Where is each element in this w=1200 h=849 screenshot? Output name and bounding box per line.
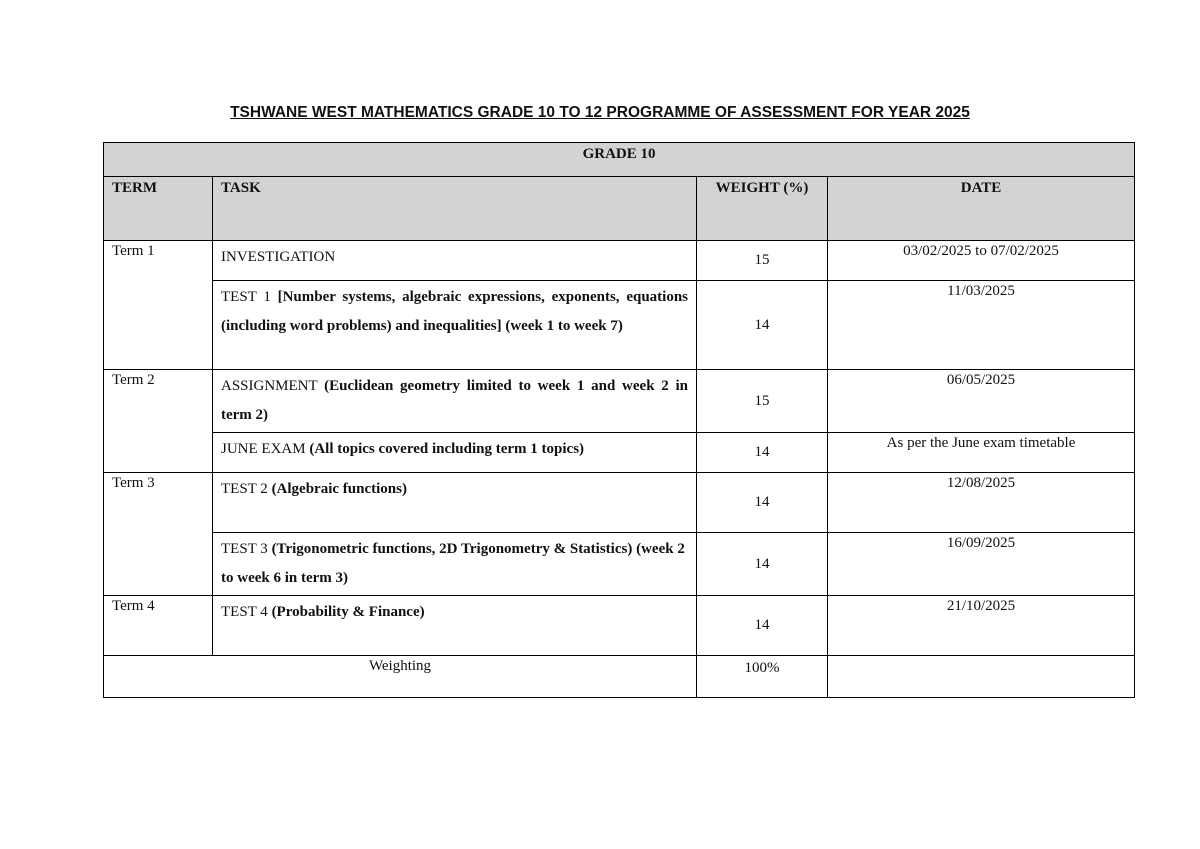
date-cell: As per the June exam timetable <box>828 433 1135 473</box>
document-title: TSHWANE WEST MATHEMATICS GRADE 10 TO 12 PROGRAMME OF ASSESSMENT FOR YEAR 2025 <box>230 104 970 121</box>
task-cell <box>213 596 697 656</box>
task-topics: (All topics covered including term 1 topics) <box>309 441 585 457</box>
task-cell <box>213 241 697 281</box>
weight-cell: 14 <box>697 433 828 473</box>
weight-cell: 14 <box>697 533 828 596</box>
table-row <box>104 241 1135 281</box>
task-name: TEST 2 <box>221 481 272 497</box>
grade-label: GRADE 10 <box>104 143 1135 177</box>
weight-cell: 14 <box>697 473 828 533</box>
weighting-date <box>828 656 1135 698</box>
header-weight: WEIGHT (%) <box>697 177 828 241</box>
date-cell: 06/05/2025 <box>828 370 1135 433</box>
assessment-table <box>103 142 1135 698</box>
column-header-row <box>104 177 1135 241</box>
table-row <box>104 596 1135 656</box>
date-cell: 11/03/2025 <box>828 281 1135 370</box>
table-row <box>104 473 1135 533</box>
term-cell: Term 1 <box>104 241 213 370</box>
task-topics: (Algebraic functions) <box>271 481 407 497</box>
task-topics: (Trigonometric functions, 2D Trigonometry & Statistics) (week 2 to week 6 in term 3) <box>221 541 685 586</box>
table-row <box>104 281 1135 370</box>
task-name: JUNE EXAM <box>221 441 310 457</box>
header-term: TERM <box>104 177 213 241</box>
term-cell: Term 2 <box>104 370 213 473</box>
task-name: TEST 1 <box>221 289 278 305</box>
task-cell <box>213 281 697 370</box>
task-cell <box>213 370 697 433</box>
weight-cell: 15 <box>697 241 828 281</box>
weight-cell: 14 <box>697 281 828 370</box>
date-cell: 21/10/2025 <box>828 596 1135 656</box>
grade-header-row <box>104 143 1135 177</box>
date-cell: 16/09/2025 <box>828 533 1135 596</box>
task-name: TEST 4 <box>221 604 272 620</box>
term-cell: Term 3 <box>104 473 213 596</box>
task-cell <box>213 533 697 596</box>
task-topics: (Euclidean geometry limited to week 1 and week 2 in term 2) <box>221 378 688 423</box>
table-row <box>104 370 1135 433</box>
task-name: ASSIGNMENT <box>221 378 325 394</box>
date-cell: 12/08/2025 <box>828 473 1135 533</box>
table-row <box>104 433 1135 473</box>
task-topics: [Number systems, algebraic expressions, exponents, equations (including word problems) and inequalities] (week 1 to week 7) <box>221 289 688 334</box>
header-task: TASK <box>213 177 697 241</box>
task-name: TEST 3 <box>221 541 272 557</box>
date-cell: 03/02/2025 to 07/02/2025 <box>828 241 1135 281</box>
total-row <box>104 656 1135 698</box>
weighting-label: Weighting <box>104 656 697 698</box>
task-cell <box>213 473 697 533</box>
term-cell: Term 4 <box>104 596 213 656</box>
weighting-total: 100% <box>697 656 828 698</box>
task-cell <box>213 433 697 473</box>
weight-cell: 14 <box>697 596 828 656</box>
task-topics: (Probability & Finance) <box>271 604 425 620</box>
task-name: INVESTIGATION <box>221 249 336 265</box>
weight-cell: 15 <box>697 370 828 433</box>
header-date: DATE <box>828 177 1135 241</box>
table-row <box>104 533 1135 596</box>
